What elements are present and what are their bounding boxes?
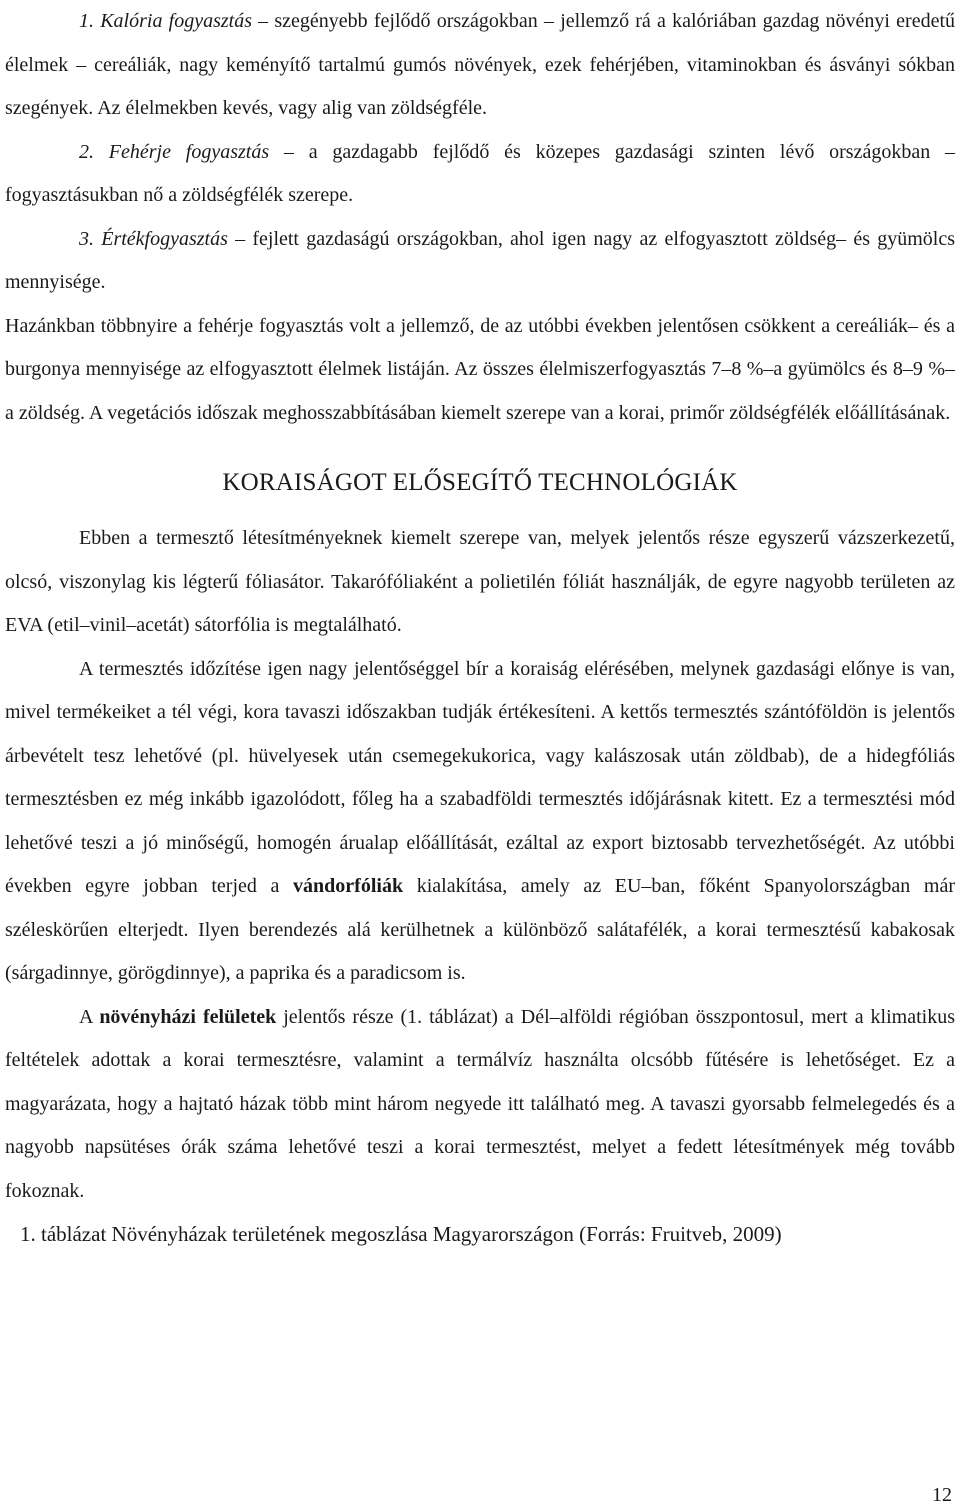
list-text: – a gazdagabb fejlődő és közepes gazdasági szinten lévő országokban – fogyasztásukban nő a zöldségfélék szerepe.	[5, 140, 955, 206]
paragraph-foil: Ebben a termesztő létesítményeknek kiemelt szerepe van, melyek jelentős része egyszerű vázszerkezetű, olcsó, viszonylag kis légterű fóliasátor. Takarófóliaként a polietilén fóliát használják, de egyre nagyobb területen az EVA (etil–vinil–acetát) sátorfólia is megtalálható.	[5, 527, 955, 636]
page-number: 12	[932, 1484, 952, 1506]
list-number: 2.	[79, 140, 94, 163]
list-text: – fejlett gazdaságú országokban, ahol igen nagy az elfogyasztott zöldség– és gyümölcs mennyisége.	[5, 227, 955, 293]
paragraph-text: A	[79, 1005, 100, 1028]
paragraph-greenhouse	[5, 996, 955, 1214]
list-text: – szegényebb fejlődő országokban – jellemző rá a kalóriában gazdag növényi eredetű élelmek – cereáliák, nagy keményítő tartalmú gumós növények, ezek fehérjében, vitaminokban és ásványi sókban szegények. Az élelmekben kevés, vagy alig van zöldségféle.	[5, 10, 955, 119]
paragraph-timing	[5, 648, 955, 996]
paragraph-text: kialakítása, amely az EU–ban, főként Spanyolországban már széleskörűen elterjedt. Ilyen berendezés alá kerülhetnek a különböző salátafélék, a korai termesztésű kabakosak (sárgadinnye, görögdinnye), a paprika és a paradicsom is.	[5, 875, 955, 984]
paragraph-text: jelentős része (1. táblázat) a Dél–alföldi régióban összpontosul, mert a klimatikus feltételek adottak a korai termesztésre, valamint a termálvíz használta olcsóbb fűtésére is lehetőséget. Ez a magyarázata, hogy a hajtató házak több mint három negyede itt található meg. A tavaszi gyorsabb felmelegedés és a nagyobb napsütéses órák száma lehetővé teszi a korai termesztést, melyet a fedett létesítmények még tovább fokoznak.	[5, 1005, 955, 1202]
list-term: Értékfogyasztás	[101, 227, 228, 250]
list-number: 1.	[79, 10, 94, 32]
list-term: Fehérje fogyasztás	[108, 140, 270, 163]
list-item-value	[5, 218, 955, 305]
section-heading: KORAISÁGOT ELŐSEGÍTŐ TECHNOLÓGIÁK	[222, 469, 738, 496]
list-term: Kalória fogyasztás	[100, 10, 252, 32]
table-caption: 1. táblázat Növényházak területének megoszlása Magyarországon (Forrás: Fruitveb, 2009)	[20, 1222, 782, 1246]
paragraph-text: A termesztés időzítése igen nagy jelentőséggel bír a koraiság elérésében, melynek gazdasági előnye is van, mivel termékeiket a tél végi, kora tavaszi időszakban tudják értékesíteni. A kettős termesztés szántóföldön is jelentős árbevételt tesz lehetővé (pl. hüvelyesek után csemegekukorica, vagy kalászosak után zöldbab), de a hidegfóliás termesztésben ez még inkább igazolódott, főleg ha a szabadföldi termesztés időjárásnak kitett. Ez a termesztési mód lehetővé teszi a jó minőségű, homogén árualap előállítását, ezáltal az export biztosabb tervezhetőségét. Az utóbbi években egyre jobban terjed a	[5, 657, 955, 897]
list-number: 3.	[79, 227, 94, 250]
paragraph-hungary: Hazánkban többnyire a fehérje fogyasztás volt a jellemző, de az utóbbi években jelentősen csökkent a cereáliák– és a burgonya mennyisége az elfogyasztott élelmek listáján. Az összes élelmiszerfogyasztás 7–8 %–a gyümölcs és 8–9 %–a zöldség. A vegetációs időszak meghosszabbításában kiemelt szerepe van a korai, primőr zöldségfélék előállításának.	[5, 314, 955, 424]
document-page	[5, 0, 955, 1255]
list-item-protein	[5, 131, 955, 218]
bold-term: növényházi felületek	[99, 1005, 277, 1028]
bold-term: vándorfóliák	[293, 875, 404, 897]
list-item-calorie	[5, 0, 955, 131]
